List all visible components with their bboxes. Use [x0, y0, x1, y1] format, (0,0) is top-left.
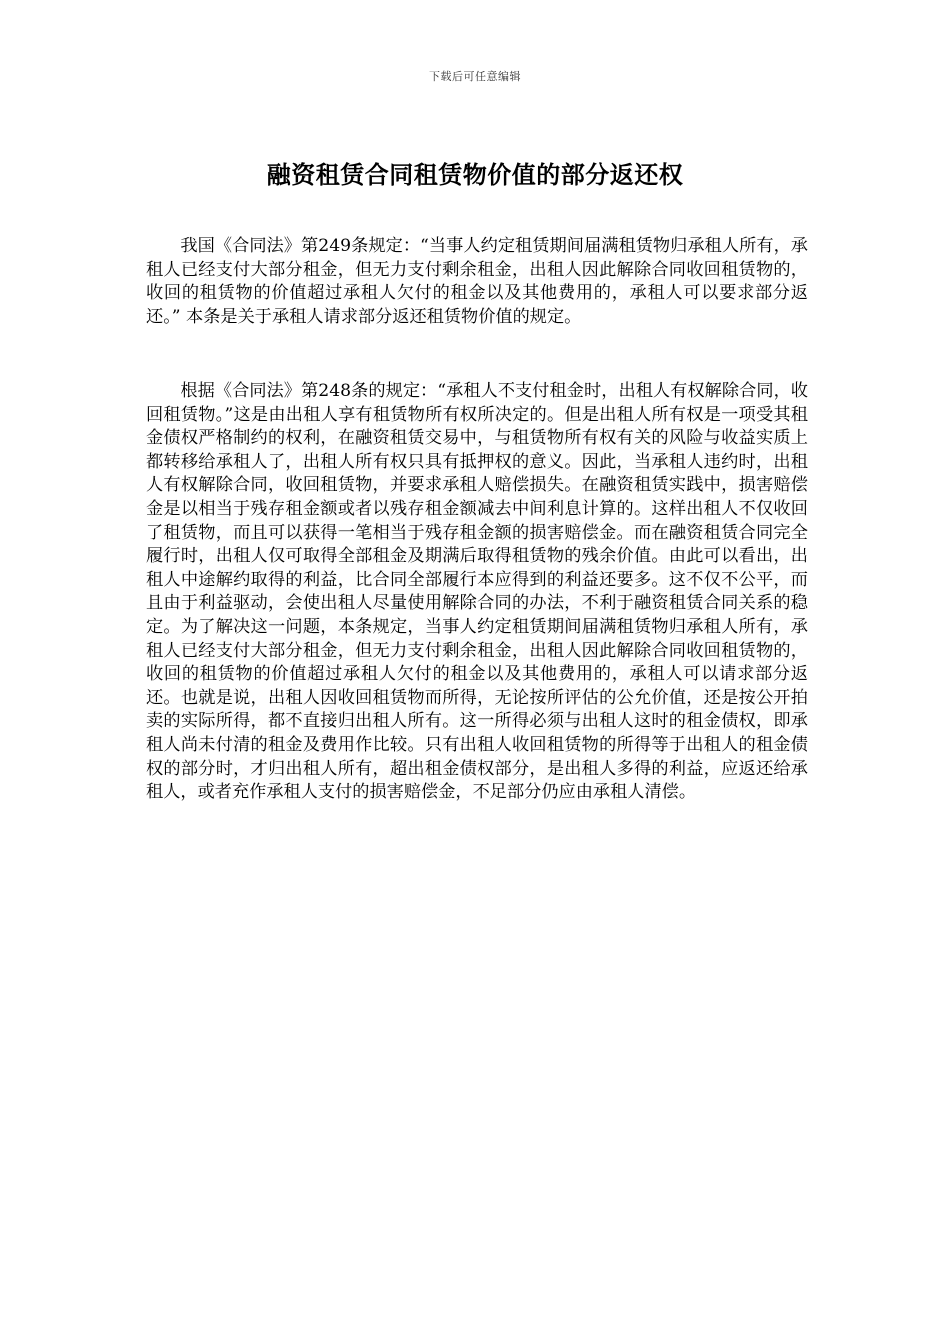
- document-title: 融资租赁合同租赁物价值的部分返还权: [266, 161, 684, 189]
- paragraph: 根据《合同法》第248条的规定：“承租人不支付租金时，出租人有权解除合同，收回租赁物。”这是由出租人享有租赁物所有权所决定的。但是出租人所有权是一项受其租金债权严格制约的权利，在融资租赁交易中，与租赁物所有权有关的风险与收益实质上都转移给承租人了，出租人所有权只具有抵押权的意义。因此，当承租人违约时，出租人有权解除合同，收回租赁物，并要求承租人赔偿损失。在融资租赁实践中，损害赔偿金是以相当于残存租金额或者以残存租金额减去中间利息计算的。这样出租人不仅收回了租赁物，而且可以获得一笔相当于残存租金额的损害赔偿金。而在融资租赁合同完全履行时，出租人仅可取得全部租金及期满后取得租赁物的残余价值。由此可以看出，出租人中途解约取得的利益，比合同全部履行本应得到的利益还要多。这不仅不公平，而且由于利益驱动，会使出租人尽量使用解除合同的办法，不利于融资租赁合同关系的稳定。为了解决这一问题，本条规定，当事人约定租赁期间届满租赁物归承租人所有，承租人已经支付大部分租金，但无力支付剩余租金，出租人因此解除合同收回租赁物的，收回的租赁物的价值超过承租人欠付的租金以及其他费用的，承租人可以请求部分返还。也就是说，出租人因收回租赁物而所得，无论按所评估的公允价值，还是按公开拍卖的实际所得，都不直接归出租人所有。这一所得必须与出租人这时的租金债权，即承租人尚未付清的租金及费用作比较。只有出租人收回租赁物的所得等于出租人的租金债权的部分时，才归出租人所有，超出租金债权部分，是出租人多得的利益，应返还给承租人，或者充作承租人支付的损害赔偿金，不足部分仍应由承租人清偿。: [146, 381, 808, 803]
- header-note: 下载后可任意编辑: [429, 70, 521, 83]
- body-section-1: [146, 235, 808, 329]
- body-section-2: [146, 380, 808, 805]
- paragraph: 我国《合同法》第249条规定：“当事人约定租赁期间届满租赁物归承租人所有，承租人已经支付大部分租金，但无力支付剩余租金，出租人因此解除合同收回租赁物的，收回的租赁物的价值超过承租人欠付的租金以及其他费用的，承租人可以要求部分返还。” 本条是关于承租人请求部分返还租赁物价值的规定。: [146, 236, 808, 327]
